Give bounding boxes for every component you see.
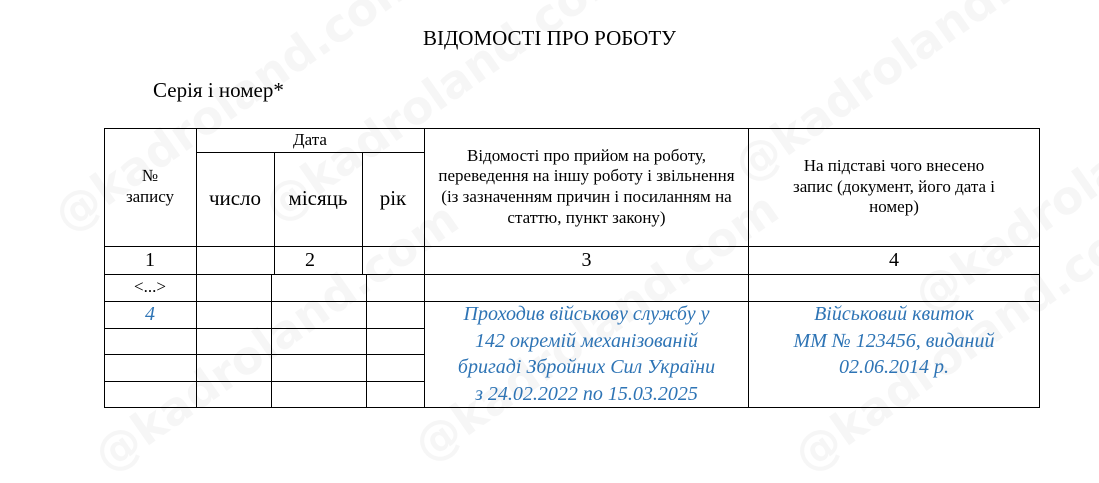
table-border-bottom	[104, 407, 1040, 408]
header-date: Дата	[293, 129, 327, 149]
entry-basis-line: 02.06.2014 р.	[839, 356, 949, 378]
record-placeholder: <...>	[134, 277, 166, 297]
document-title: ВІДОМОСТІ ПРО РОБОТУ	[422, 26, 677, 50]
series-number-label: Серія і номер*	[153, 78, 284, 102]
header-year: рік	[379, 186, 407, 211]
table-border-right	[1039, 128, 1040, 408]
header-record-number: № запису	[125, 166, 175, 206]
entry-basis-line: Військовий квиток	[814, 303, 974, 325]
column-number-2: 2	[305, 248, 315, 271]
entry-basis-line: ММ № 123456, виданий	[793, 329, 995, 352]
header-day: число	[208, 186, 262, 211]
col-divider	[366, 274, 367, 408]
record-number: 4	[145, 303, 155, 325]
column-number-3: 3	[581, 248, 592, 271]
header-month: місяць	[288, 186, 348, 211]
row-line	[104, 381, 425, 382]
entry-info-line: Проходив військову службу у	[463, 303, 710, 325]
numbers-row-line	[104, 274, 1040, 275]
col-divider	[271, 274, 272, 408]
row-line	[104, 328, 425, 329]
row-line	[104, 354, 425, 355]
column-number-4: 4	[889, 248, 899, 271]
header-basis: На підставі чого внесено запис (документ, його дата і номер)	[793, 155, 995, 217]
entry-info-line: бригаді Збройних Сил України	[457, 356, 716, 378]
header-employment-info: Відомості про прийом на роботу, переведення на іншу роботу і звільнення (із зазначенням причин і посиланням на статтю, пункт закону)	[438, 145, 735, 227]
column-number-1: 1	[145, 248, 155, 271]
work-record-table	[104, 128, 1040, 408]
entry-info-line: 142 окремій механізованій	[474, 329, 699, 352]
entry-info-line: з 24.02.2022 по 15.03.2025	[475, 382, 698, 405]
